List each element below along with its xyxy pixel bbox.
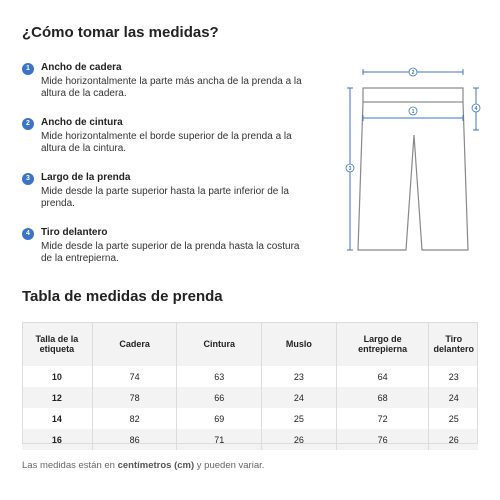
step-description: Mide desde la parte superior de la prenda hasta la costura de la entrepierna. — [41, 241, 300, 264]
table-row — [22, 429, 478, 450]
diagram-label: 3 — [348, 166, 352, 172]
step-description: Mide horizontalmente la parte más ancha de la prenda a la altura de la cadera. — [41, 76, 302, 99]
step-number-badge: 1 — [22, 63, 34, 75]
step-number-badge: 3 — [22, 173, 34, 185]
table-title: Tabla de medidas de prenda — [22, 288, 223, 305]
column-header: Tiro delantero — [433, 334, 474, 354]
table-row — [22, 387, 478, 408]
table-cell: 26 — [448, 434, 459, 445]
step-title: Largo de la prenda — [41, 172, 131, 183]
table-cell: 82 — [92, 408, 177, 429]
table-cell: 68 — [336, 387, 429, 408]
table-row — [22, 366, 478, 387]
page-title: ¿Cómo tomar las medidas? — [22, 24, 219, 41]
table-cell: 74 — [92, 366, 177, 387]
table-cell: 24 — [262, 387, 337, 408]
table-cell: 25 — [262, 408, 337, 429]
footnote: Las medidas están en centímetros (cm) y pueden variar. — [22, 460, 265, 471]
pants-measurement-diagram — [338, 60, 483, 265]
size-cell: 10 — [22, 366, 92, 387]
step-title: Ancho de cadera — [41, 62, 122, 73]
diagram-label: 1 — [411, 109, 415, 115]
table-cell: 71 — [177, 429, 262, 450]
step-number-badge: 4 — [22, 228, 34, 240]
table-cell: 69 — [177, 408, 262, 429]
column-header: Cadera — [92, 322, 177, 366]
column-header: Largo de entrepierna — [336, 322, 429, 366]
table-cell: 24 — [448, 392, 459, 403]
table-cell: 63 — [177, 366, 262, 387]
table-cell: 23 — [448, 371, 459, 382]
diagram-label: 2 — [411, 70, 415, 76]
size-chart-table — [22, 322, 478, 450]
size-cell: 14 — [22, 408, 92, 429]
table-cell: 66 — [177, 387, 262, 408]
table-row — [22, 408, 478, 429]
table-header-row — [22, 322, 478, 366]
size-cell: 16 — [22, 429, 92, 450]
table-cell: 25 — [448, 413, 459, 424]
table-cell: 78 — [92, 387, 177, 408]
step-description: Mide horizontalmente el borde superior de la prenda a la altura de la cintura. — [41, 131, 292, 154]
table-cell: 86 — [92, 429, 177, 450]
table-cell: 64 — [336, 366, 429, 387]
step-number-badge: 2 — [22, 118, 34, 130]
diagram-label: 4 — [474, 106, 478, 112]
column-header: Talla de la etiqueta — [22, 322, 92, 366]
table-cell: 76 — [336, 429, 429, 450]
table-cell: 72 — [336, 408, 429, 429]
table-cell: 26 — [262, 429, 337, 450]
column-header: Muslo — [262, 322, 337, 366]
step-description: Mide desde la parte superior hasta la parte inferior de la prenda. — [41, 186, 289, 209]
size-cell: 12 — [22, 387, 92, 408]
column-header: Cintura — [177, 322, 262, 366]
table-cell: 23 — [262, 366, 337, 387]
step-title: Ancho de cintura — [41, 117, 123, 128]
step-title: Tiro delantero — [41, 227, 108, 238]
